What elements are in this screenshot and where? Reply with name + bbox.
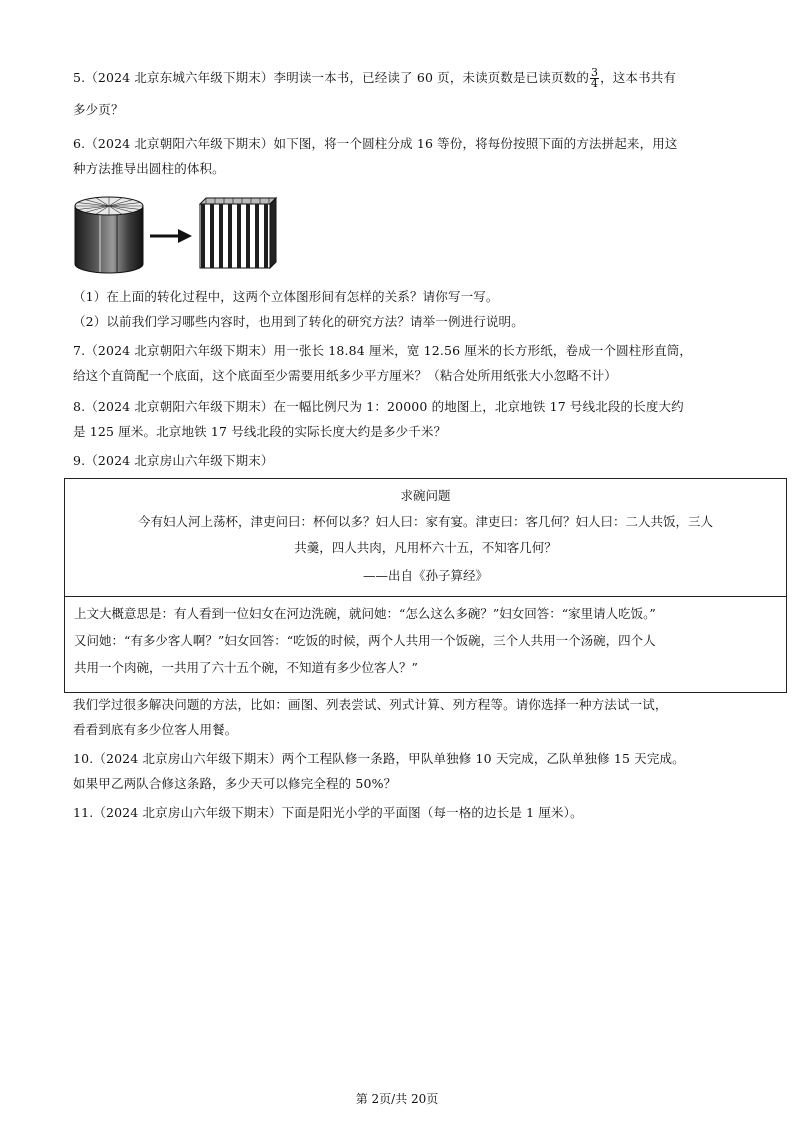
q8-line1: 8.（2024 北京朝阳六年级下期末）在一幅比例尺为 1：20000 的地图上，北京地铁 17 号线北段的长度大约 — [73, 399, 684, 414]
q7-line2: 给这个直筒配一个底面，这个底面至少需要用纸多少平方厘米？（粘合处所用纸张大小忽略不计） — [73, 368, 617, 383]
q8-line2: 是 125 厘米。北京地铁 17 号线北段的实际长度大约是多少千米？ — [73, 424, 447, 439]
q10-line1: 10.（2024 北京房山六年级下期末）两个工程队修一条路，甲队单独修 10 天完成，乙队单独修 15 天完成。 — [73, 751, 685, 766]
q9-original-text — [65, 479, 786, 597]
q9-translation — [65, 597, 786, 692]
q9-after2: 看看到底有多少位客人用餐。 — [73, 722, 238, 737]
q7-line1: 7.（2024 北京朝阳六年级下期末）用一张长 18.84 厘米，宽 12.56 厘米的长方形纸，卷成一个圆柱形直筒， — [73, 343, 693, 358]
fraction-three-quarters: $\frac{3}{4}$ — [590, 66, 599, 90]
page-footer: 第 2页/共 20页 — [355, 1092, 439, 1106]
box-line2: 共羹，四人共肉，凡用杯六十五，不知客几何？ — [294, 540, 557, 555]
q10-line2: 如果甲乙两队合修这条路，多少天可以修完全程的 50%？ — [73, 776, 397, 791]
translation-line3: 共用一个肉碗，一共用了六十五个碗，不知道有多少位客人？” — [74, 660, 418, 675]
translation-line2: 又问她：“有多少客人啊？”妇女回答：“吃饭的时候，两个人共用一个饭碗，三个人共用一个汤碗，四个人 — [74, 633, 656, 648]
q9-after1: 我们学过很多解决问题的方法，比如：画图、列表尝试、列式计算、列方程等。请你选择一种方法试一试， — [73, 697, 668, 712]
q5-text-end: ，这本书共有 — [600, 70, 677, 85]
cylinder-figure — [70, 190, 290, 276]
q6-line1: 6.（2024 北京朝阳六年级下期末）如下图，将一个圆柱分成 16 等份，将每份按照下面的方法拼起来，用这 — [73, 136, 678, 151]
q9-text-box — [64, 478, 787, 693]
box-title: 求碗问题 — [400, 488, 451, 503]
q5-line2: 多少页？ — [73, 102, 124, 117]
q6-sub2: （2）以前我们学习哪些内容时，也用到了转化的研究方法？请举一例进行说明。 — [73, 314, 524, 329]
box-source: ——出自《孙子算经》 — [362, 568, 488, 583]
q5-text: 5.（2024 北京东城六年级下期末）李明读一本书，已经读了 60 页，未读页数是已读页数的 — [73, 70, 589, 85]
box-line1: 今有妇人河上荡杯，津吏问曰：杯何以多？妇人曰：家有宴。津吏曰：客几何？妇人曰：二人共饭，三人 — [137, 514, 713, 529]
wedges-icon — [200, 198, 276, 268]
q9-line1: 9.（2024 北京房山六年级下期末） — [73, 453, 274, 468]
q5-line1 — [73, 68, 676, 89]
q6-line2: 种方法推导出圆柱的体积。 — [73, 161, 225, 176]
q11-line1: 11.（2024 北京房山六年级下期末）下面是阳光小学的平面图（每一格的边长是 1 厘米）。 — [73, 805, 583, 820]
q6-sub1: （1）在上面的转化过程中，这两个立体图形间有怎样的关系？请你写一写。 — [73, 289, 499, 304]
translation-line1: 上文大概意思是：有人看到一位妇女在河边洗碗，就问她：“怎么这么多碗？”妇女回答：“家里请人吃饭。” — [74, 606, 656, 621]
